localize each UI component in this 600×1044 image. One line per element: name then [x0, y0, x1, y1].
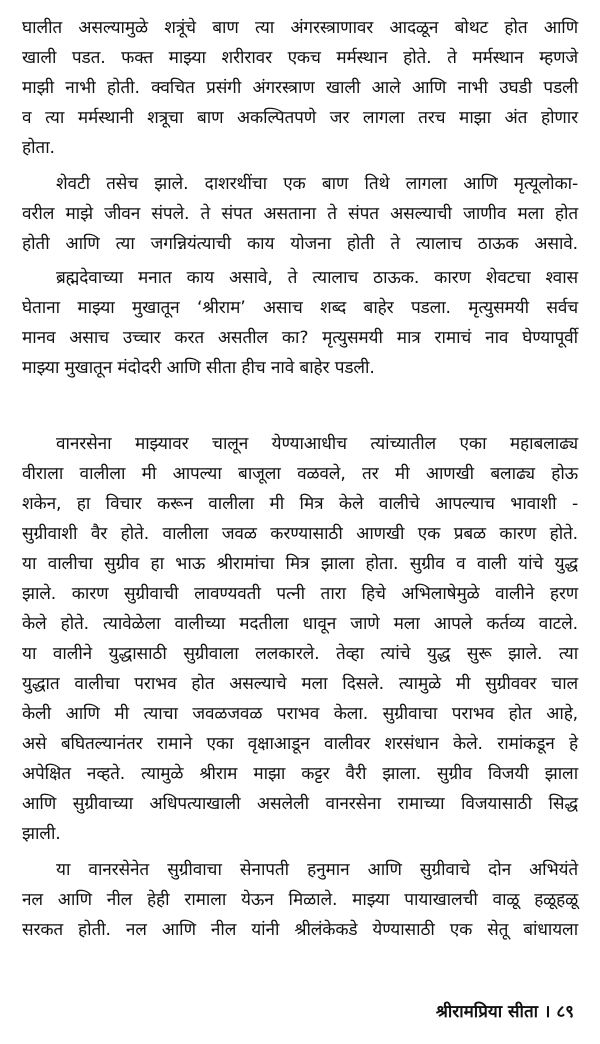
- text-line: या वालीने युद्धासाठी सुग्रीवाला ललकारले. तेव्हा त्यांचे युद्ध सुरू झाले. त्या: [22, 644, 578, 664]
- text-line: वानरसेना माझ्यावर चालून येण्याआधीच त्यांच्यातील एका महाबलाढ्य: [56, 434, 578, 454]
- text-line: वरील माझे जीवन संपले. ते संपत असताना ते संपत असल्याची जाणीव मला होत: [22, 204, 578, 224]
- text-line: वीराला वालीला मी आपल्या बाजूला वळवले, तर मी आणखी बलाढ्य होऊ: [22, 464, 578, 484]
- text-line: सुग्रीवाशी वैर होते. वालीला जवळ करण्यासाठी आणखी एक प्रबळ कारण होते.: [22, 524, 578, 544]
- text-line: खाली पडत. फक्त माझ्या शरीरावर एकच मर्मस्थान होते. ते मर्मस्थान म्हणजे: [22, 48, 578, 68]
- text-line: झाली.: [22, 824, 61, 844]
- text-line: आणि सुग्रीवाच्या अधिपत्याखाली असलेली वानरसेना रामाच्या विजयासाठी सिद्ध: [22, 794, 578, 814]
- text-line: या वानरसेनेत सुग्रीवाचा सेनापती हनुमान आणि सुग्रीवाचे दोन अभियंते: [56, 860, 578, 880]
- text-line: व त्या मर्मस्थानी शत्रूचा बाण अकल्पितपणे जर लागला तरच माझा अंत होणार: [22, 108, 578, 128]
- page-footer: श्रीरामप्रिया सीता । ८९: [435, 1002, 574, 1022]
- text-line: सरकत होती. नल आणि नील यांनी श्रीलंकेकडे येण्यासाठी एक सेतू बांधायला: [22, 920, 578, 940]
- text-line: माझ्या मुखातून मंदोदरी आणि सीता हीच नावे बाहेर पडली.: [22, 358, 375, 378]
- text-line: शकेन, हा विचार करून वालीला मी मित्र केले वालीचे आपल्याच भावाशी -: [22, 494, 578, 514]
- text-line: घेताना माझ्या मुखातून ‘श्रीराम’ असाच शब्द बाहेर पडला. मृत्युसमयी सर्वच: [22, 298, 578, 318]
- text-line: असे बघितल्यानंतर रामाने एका वृक्षाआडून वालीवर शरसंधान केले. रामांकडून हे: [22, 734, 578, 754]
- text-line: नल आणि नील हेही रामाला येऊन मिळाले. माझ्या पायाखालची वाळू हळूहळू: [22, 890, 578, 910]
- text-line: ब्रह्मदेवाच्या मनात काय असावे, ते त्यालाच ठाऊक. कारण शेवटचा श्वास: [56, 268, 578, 288]
- text-line: केली आणि मी त्याचा जवळजवळ पराभव केला. सुग्रीवाचा पराभव होत आहे,: [22, 704, 578, 724]
- text-line: होती आणि त्या जगन्नियंत्याची काय योजना होती ते त्यालाच ठाऊक असावे.: [22, 234, 578, 254]
- text-line: झाले. कारण सुग्रीवाची लावण्यवती पत्नी तारा हिचे अभिलाषेमुळे वालीने हरण: [22, 584, 578, 604]
- text-line: या वालीचा सुग्रीव हा भाऊ श्रीरामांचा मित्र झाला होता. सुग्रीव व वाली यांचे युद्ध: [22, 554, 578, 574]
- text-line: घालीत असल्यामुळे शत्रूंचे बाण त्या अंगरस्त्राणावर आदळून बोथट होत आणि: [22, 18, 578, 38]
- text-line: माझी नाभी होती. क्वचित प्रसंगी अंगरस्त्राण खाली आले आणि नाभी उघडी पडली: [22, 78, 578, 98]
- text-line: होता.: [22, 138, 55, 158]
- text-line: अपेक्षित नव्हते. त्यामुळे श्रीराम माझा कट्टर वैरी झाला. सुग्रीव विजयी झाला: [22, 764, 578, 784]
- text-line: युद्धात वालीचा पराभव होत असल्याचे मला दिसले. त्यामुळे मी सुग्रीववर चाल: [22, 674, 578, 694]
- text-line: केले होते. त्यावेळेला वालीच्या मदतीला धावून जाणे मला आपले कर्तव्य वाटले.: [22, 614, 578, 634]
- text-line: शेवटी तसेच झाले. दाशरथींचा एक बाण तिथे लागला आणि मृत्यूलोका-: [56, 174, 578, 194]
- text-line: मानव असाच उच्चार करत असतील का? मृत्युसमयी मात्र रामाचं नाव घेण्यापूर्वी: [22, 328, 578, 348]
